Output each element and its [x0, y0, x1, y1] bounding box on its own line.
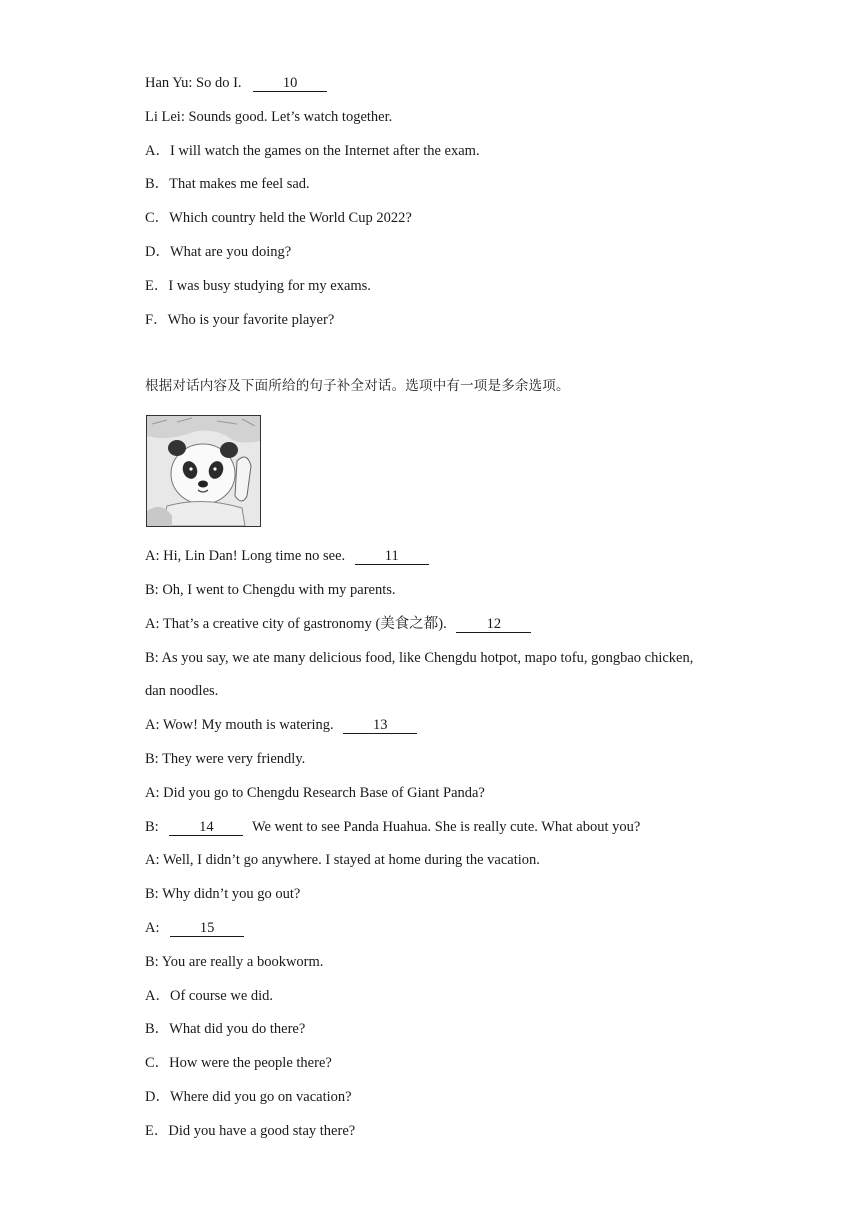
option-b: B．That makes me feel sad.	[145, 176, 310, 192]
dialogue-line: Li Lei: Sounds good. Let’s watch together.	[145, 109, 393, 125]
option-c: C．Which country held the World Cup 2022?	[145, 210, 412, 226]
option-a: A．I will watch the games on the Internet after the exam.	[145, 143, 480, 159]
dialogue-line: A: Did you go to Chengdu Research Base of Giant Panda?	[145, 785, 485, 801]
answer-blank-11: 11	[355, 548, 429, 565]
line-text: A:	[145, 920, 160, 936]
dialogue-line: B: They were very friendly.	[145, 751, 306, 767]
dialogue-line: B: As you say, we ate many delicious food, like Chengdu hotpot, mapo tofu, gongbao chicken,	[145, 650, 694, 666]
line-text: We went to see Panda Huahua. She is really cute. What about you?	[251, 819, 641, 835]
panda-illustration	[147, 416, 260, 526]
panda-image	[146, 415, 261, 527]
dialogue-line	[145, 614, 531, 634]
dialogue-line	[145, 715, 417, 735]
option-d: D．What are you doing?	[145, 244, 292, 260]
line-text: Han Yu: So do I.	[145, 75, 242, 91]
option-e: E．Did you have a good stay there?	[145, 1123, 356, 1139]
dialogue-line	[145, 817, 640, 837]
line-text: A: Wow! My mouth is watering.	[145, 717, 334, 733]
option-a: A．Of course we did.	[145, 988, 274, 1004]
dialogue-line: dan noodles.	[145, 683, 219, 699]
dialogue-line: B: Why didn’t you go out?	[145, 886, 301, 902]
answer-blank-12: 12	[456, 616, 531, 633]
section-instruction: 根据对话内容及下面所给的句子补全对话。选项中有一项是多余选项。	[145, 378, 570, 394]
answer-blank-10: 10	[253, 75, 327, 92]
dialogue-line	[145, 73, 327, 93]
answer-blank-15: 15	[170, 920, 244, 937]
option-c: C．How were the people there?	[145, 1055, 332, 1071]
dialogue-line: B: You are really a bookworm.	[145, 954, 324, 970]
dialogue-line: A: Well, I didn’t go anywhere. I stayed at home during the vacation.	[145, 852, 540, 868]
dialogue-line	[145, 546, 429, 566]
answer-blank-13: 13	[343, 717, 417, 734]
answer-blank-14: 14	[169, 819, 243, 836]
option-b: B．What did you do there?	[145, 1021, 306, 1037]
line-text: A: Hi, Lin Dan! Long time no see.	[145, 548, 346, 564]
line-text: A: That’s a creative city of gastronomy (美食之都).	[145, 616, 447, 632]
option-d: D．Where did you go on vacation?	[145, 1089, 352, 1105]
dialogue-line: B: Oh, I went to Chengdu with my parents.	[145, 582, 396, 598]
dialogue-line	[145, 918, 244, 938]
option-e: E．I was busy studying for my exams.	[145, 278, 371, 294]
line-text: B:	[145, 819, 159, 835]
option-f: F．Who is your favorite player?	[145, 312, 335, 328]
